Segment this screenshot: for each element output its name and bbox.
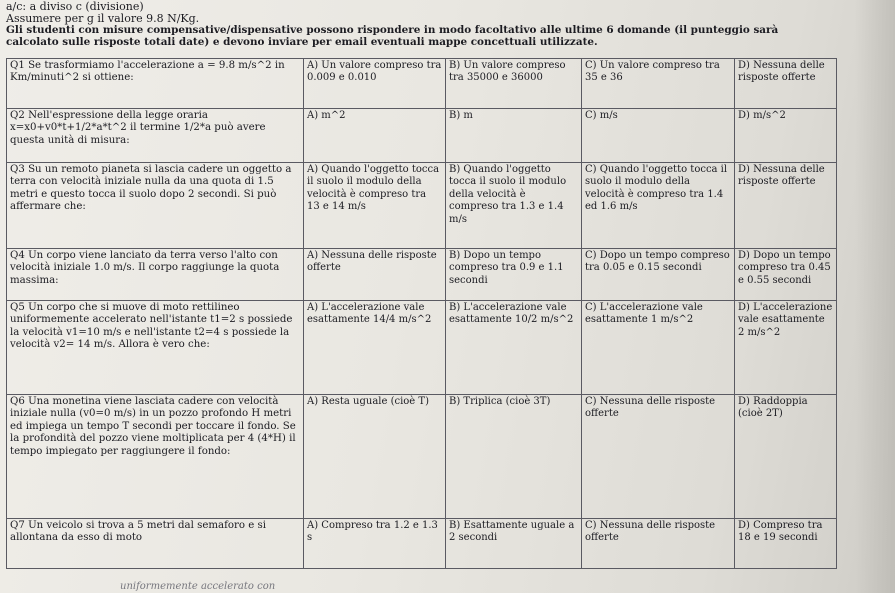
option-c: C) Quando l'oggetto tocca il suolo il modulo della velocità è compreso tra 1.4 ed 1.6 m/s: [582, 163, 735, 249]
option-b: B) Triplica (cioè 3T): [446, 395, 582, 519]
option-d: D) m/s^2: [735, 109, 837, 163]
option-b: B) m: [446, 109, 582, 163]
header-line-3: Gli studenti con misure compensative/dispensative possono rispondere in modo facoltativo alle ultime 6 domande (il punteggio sarà: [6, 24, 779, 36]
page-shadow-edge: [855, 0, 895, 593]
option-a: A) Compreso tra 1.2 e 1.3 s: [304, 519, 446, 569]
question-row-3: [7, 163, 837, 249]
option-a: A) Un valore compreso tra 0.009 e 0.010: [304, 59, 446, 109]
question-row-1: [7, 59, 837, 109]
option-c: C) Nessuna delle risposte offerte: [582, 395, 735, 519]
header-line-4: calcolato sulle risposte totali date) e devono inviare per email eventuali mappe concettuali utilizzate.: [6, 36, 598, 48]
option-c: C) Dopo un tempo compreso tra 0.05 e 0.15 secondi: [582, 249, 735, 301]
option-a: A) Nessuna delle risposte offerte: [304, 249, 446, 301]
option-a: A) Quando l'oggetto tocca il suolo il modulo della velocità è compreso tra 13 e 14 m/s: [304, 163, 446, 249]
header-line-2: Assumere per g il valore 9.8 N/Kg.: [6, 12, 200, 25]
question-text: Q4 Un corpo viene lanciato da terra verso l'alto con velocità iniziale 1.0 m/s. Il corpo raggiunge la quota massima:: [7, 249, 304, 301]
option-c: C) L'accelerazione vale esattamente 1 m/s^2: [582, 301, 735, 395]
option-b: B) Esattamente uguale a 2 secondi: [446, 519, 582, 569]
questions-table: [6, 58, 837, 569]
option-b: B) L'accelerazione vale esattamente 10/2 m/s^2: [446, 301, 582, 395]
question-row-6: [7, 395, 837, 519]
question-row-2: [7, 109, 837, 163]
option-c: C) m/s: [582, 109, 735, 163]
question-text: Q2 Nell'espressione della legge oraria x=x0+v0*t+1/2*a*t^2 il termine 1/2*a può avere questa unità di misura:: [7, 109, 304, 163]
cut-off-text: uniformemente accelerato con: [120, 581, 276, 592]
question-row-5: [7, 301, 837, 395]
option-a: A) m^2: [304, 109, 446, 163]
question-row-4: [7, 249, 837, 301]
header-line-1: a/c: a diviso c (divisione): [6, 0, 144, 13]
option-a: A) Resta uguale (cioè T): [304, 395, 446, 519]
question-text: Q5 Un corpo che si muove di moto rettilineo uniformemente accelerato nell'istante t1=2 s possiede la velocità v1=10 m/s e nell'istante t2=4 s possiede la velocità v2= 14 m/s. Allora è vero che:: [7, 301, 304, 395]
question-text: Q3 Su un remoto pianeta si lascia cadere un oggetto a terra con velocità iniziale nulla da una quota di 1.5 metri e questo tocca il suolo dopo 2 secondi. Si può affermare che:: [7, 163, 304, 249]
option-d: D) Nessuna delle risposte offerte: [735, 163, 837, 249]
option-d: D) Nessuna delle risposte offerte: [735, 59, 837, 109]
option-d: D) L'accelerazione vale esattamente 2 m/s^2: [735, 301, 837, 395]
option-d: D) Compreso tra 18 e 19 secondi: [735, 519, 837, 569]
option-c: C) Nessuna delle risposte offerte: [582, 519, 735, 569]
option-b: B) Un valore compreso tra 35000 e 36000: [446, 59, 582, 109]
option-b: B) Dopo un tempo compreso tra 0.9 e 1.1 secondi: [446, 249, 582, 301]
question-text: Q1 Se trasformiamo l'accelerazione a = 9.8 m/s^2 in Km/minuti^2 si ottiene:: [7, 59, 304, 109]
option-b: B) Quando l'oggetto tocca il suolo il modulo della velocità è compreso tra 1.3 e 1.4 m/s: [446, 163, 582, 249]
option-a: A) L'accelerazione vale esattamente 14/4 m/s^2: [304, 301, 446, 395]
question-text: Q6 Una monetina viene lasciata cadere con velocità iniziale nulla (v0=0 m/s) in un pozzo profondo H metri ed impiega un tempo T secondi per toccare il fondo. Se la profondità del pozzo viene moltiplicata per 4 (4*H) il tempo impiegato per raggiungere il fondo:: [7, 395, 304, 519]
question-row-7: [7, 519, 837, 569]
option-d: D) Raddoppia (cioè 2T): [735, 395, 837, 519]
question-text: Q7 Un veicolo si trova a 5 metri dal semaforo e si allontana da esso di moto: [7, 519, 304, 569]
option-d: D) Dopo un tempo compreso tra 0.45 e 0.55 secondi: [735, 249, 837, 301]
option-c: C) Un valore compreso tra 35 e 36: [582, 59, 735, 109]
